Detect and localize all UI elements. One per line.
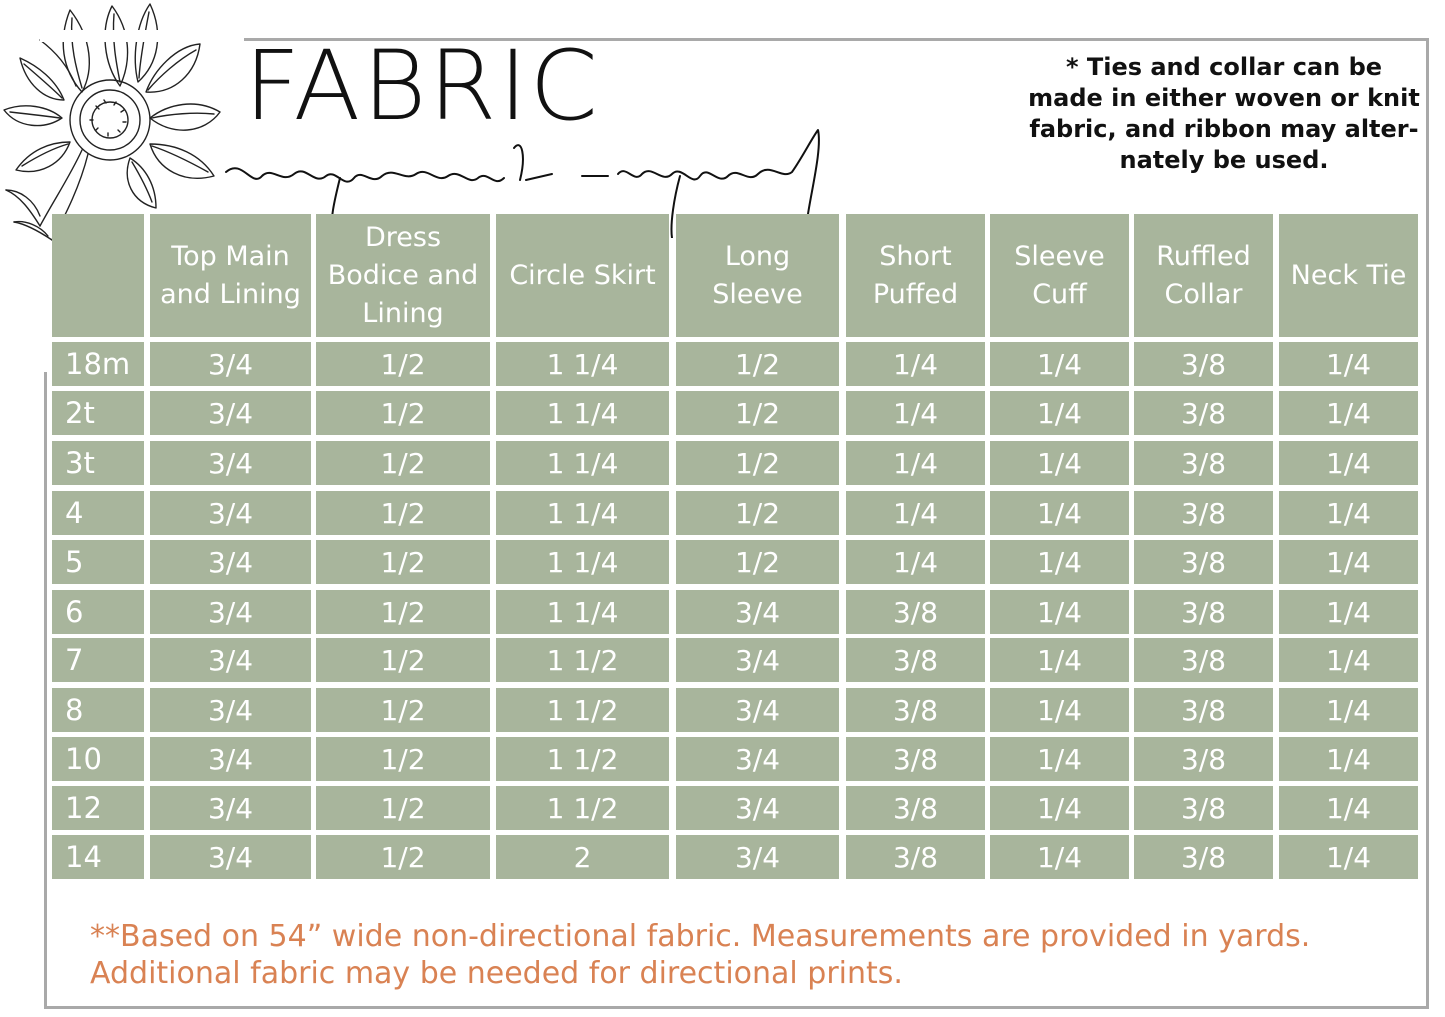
header-cell: Short Puffed	[846, 214, 985, 337]
yardage-cell: 1 1/4	[496, 590, 669, 634]
yardage-cell: 1/4	[846, 342, 985, 386]
frame-gap	[40, 30, 244, 42]
yardage-cell: 3/8	[1134, 835, 1273, 879]
fabric-note	[1024, 52, 1424, 176]
header-cell: Ruffled Collar	[1134, 214, 1273, 337]
yardage-cell: 3/8	[1134, 786, 1273, 830]
yardage-cell: 3/8	[846, 737, 985, 781]
yardage-cell: 1/2	[316, 786, 490, 830]
yardage-cell: 3/4	[676, 590, 839, 634]
yardage-cell: 1/2	[316, 835, 490, 879]
yardage-cell: 1/2	[676, 540, 839, 584]
yardage-cell: 1 1/4	[496, 391, 669, 435]
size-cell: 6	[52, 590, 144, 634]
yardage-cell: 1/4	[846, 540, 985, 584]
yardage-cell: 3/8	[846, 688, 985, 732]
header-cell-size	[52, 214, 144, 337]
footnote-line: Additional fabric may be needed for directional prints.	[90, 956, 903, 991]
size-cell: 7	[52, 638, 144, 682]
yardage-cell: 3/8	[1134, 737, 1273, 781]
yardage-cell: 1/4	[1279, 638, 1418, 682]
note-line: made in either woven or knit	[1028, 84, 1420, 112]
yardage-cell: 1/2	[316, 688, 490, 732]
yardage-cell: 3/8	[1134, 391, 1273, 435]
yardage-cell: 3/8	[1134, 540, 1273, 584]
yardage-cell: 1 1/4	[496, 342, 669, 386]
yardage-cell: 1/2	[676, 441, 839, 485]
footnote	[90, 918, 1410, 992]
yardage-cell: 1/4	[990, 391, 1129, 435]
yardage-cell: 1/4	[1279, 835, 1418, 879]
yardage-cell: 1 1/2	[496, 737, 669, 781]
yardage-cell: 1/4	[846, 491, 985, 535]
yardage-cell: 3/4	[150, 638, 311, 682]
note-line: nately be used.	[1119, 146, 1329, 174]
yardage-cell: 1/4	[846, 441, 985, 485]
yardage-cell: 1/4	[1279, 491, 1418, 535]
size-cell: 2t	[52, 391, 144, 435]
yardage-cell: 1/4	[990, 638, 1129, 682]
header-cell: Neck Tie	[1279, 214, 1418, 337]
yardage-cell: 3/4	[150, 491, 311, 535]
yardage-cell: 1/2	[316, 391, 490, 435]
yardage-cell: 3/4	[150, 342, 311, 386]
yardage-cell: 1/4	[1279, 441, 1418, 485]
size-cell: 8	[52, 688, 144, 732]
size-cell: 10	[52, 737, 144, 781]
yardage-cell: 3/4	[676, 638, 839, 682]
yardage-cell: 3/4	[150, 786, 311, 830]
footnote-line: **Based on 54” wide non-directional fabric. Measurements are provided in yards.	[90, 919, 1311, 954]
yardage-cell: 1/2	[676, 491, 839, 535]
yardage-cell: 1/4	[1279, 737, 1418, 781]
yardage-cell: 1/4	[1279, 540, 1418, 584]
yardage-cell: 1/4	[990, 786, 1129, 830]
yardage-cell: 3/4	[150, 590, 311, 634]
yardage-cell: 1/4	[990, 491, 1129, 535]
yardage-cell: 1/2	[316, 638, 490, 682]
yardage-cell: 1 1/2	[496, 638, 669, 682]
yardage-cell: 3/4	[676, 835, 839, 879]
header-cell: Dress Bodice and Lining	[316, 214, 490, 337]
yardage-cell: 3/8	[1134, 342, 1273, 386]
size-cell: 12	[52, 786, 144, 830]
yardage-cell: 1 1/4	[496, 540, 669, 584]
yardage-cell: 3/4	[150, 441, 311, 485]
yardage-cell: 1/4	[1279, 688, 1418, 732]
yardage-cell: 1/4	[990, 590, 1129, 634]
yardage-cell: 1/2	[316, 737, 490, 781]
subtitle-text: requirements - imperial	[222, 128, 234, 129]
yardage-cell: 3/8	[1134, 590, 1273, 634]
note-line: * Ties and collar can be	[1065, 53, 1383, 81]
size-cell: 3t	[52, 441, 144, 485]
header-cell: Sleeve Cuff	[990, 214, 1129, 337]
note-line: fabric, and ribbon may alter-	[1029, 115, 1419, 143]
size-cell: 4	[52, 491, 144, 535]
yardage-cell: 3/8	[1134, 638, 1273, 682]
yardage-cell: 3/4	[150, 688, 311, 732]
yardage-cell: 1 1/4	[496, 491, 669, 535]
yardage-cell: 3/4	[150, 540, 311, 584]
yardage-cell: 1/2	[316, 590, 490, 634]
yardage-cell: 1 1/2	[496, 688, 669, 732]
yardage-cell: 1/4	[990, 540, 1129, 584]
header-cell: Long Sleeve	[676, 214, 839, 337]
yardage-cell: 1/2	[316, 441, 490, 485]
yardage-cell: 3/8	[1134, 441, 1273, 485]
yardage-cell: 3/4	[150, 737, 311, 781]
yardage-cell: 3/8	[846, 786, 985, 830]
yardage-cell: 1/4	[990, 737, 1129, 781]
size-cell: 5	[52, 540, 144, 584]
page-frame-left-edge	[44, 372, 47, 1009]
yardage-cell: 3/8	[846, 638, 985, 682]
page-title: FABRIC	[244, 30, 600, 142]
yardage-cell: 1/4	[1279, 786, 1418, 830]
yardage-cell: 1/4	[990, 342, 1129, 386]
yardage-cell: 1/4	[990, 688, 1129, 732]
yardage-cell: 3/4	[150, 835, 311, 879]
yardage-cell: 2	[496, 835, 669, 879]
header-cell: Top Main and Lining	[150, 214, 311, 337]
yardage-cell: 1/4	[846, 391, 985, 435]
yardage-cell: 1/2	[676, 391, 839, 435]
yardage-cell: 1/2	[316, 342, 490, 386]
yardage-cell: 3/4	[676, 688, 839, 732]
yardage-cell: 1/4	[1279, 590, 1418, 634]
yardage-cell: 1/4	[990, 835, 1129, 879]
yardage-cell: 3/8	[846, 590, 985, 634]
yardage-cell: 1 1/4	[496, 441, 669, 485]
yardage-cell: 3/8	[846, 835, 985, 879]
yardage-cell: 3/8	[1134, 491, 1273, 535]
yardage-cell: 3/4	[676, 737, 839, 781]
size-cell: 18m	[52, 342, 144, 386]
yardage-cell: 1/4	[990, 441, 1129, 485]
yardage-cell: 1/4	[1279, 391, 1418, 435]
yardage-cell: 1/4	[1279, 342, 1418, 386]
yardage-cell: 1/2	[316, 540, 490, 584]
yardage-cell: 3/4	[150, 391, 311, 435]
yardage-cell: 1/2	[676, 342, 839, 386]
yardage-cell: 3/4	[676, 786, 839, 830]
yardage-cell: 1 1/2	[496, 786, 669, 830]
yardage-cell: 1/2	[316, 491, 490, 535]
size-cell: 14	[52, 835, 144, 879]
yardage-cell: 3/8	[1134, 688, 1273, 732]
header-cell: Circle Skirt	[496, 214, 669, 337]
